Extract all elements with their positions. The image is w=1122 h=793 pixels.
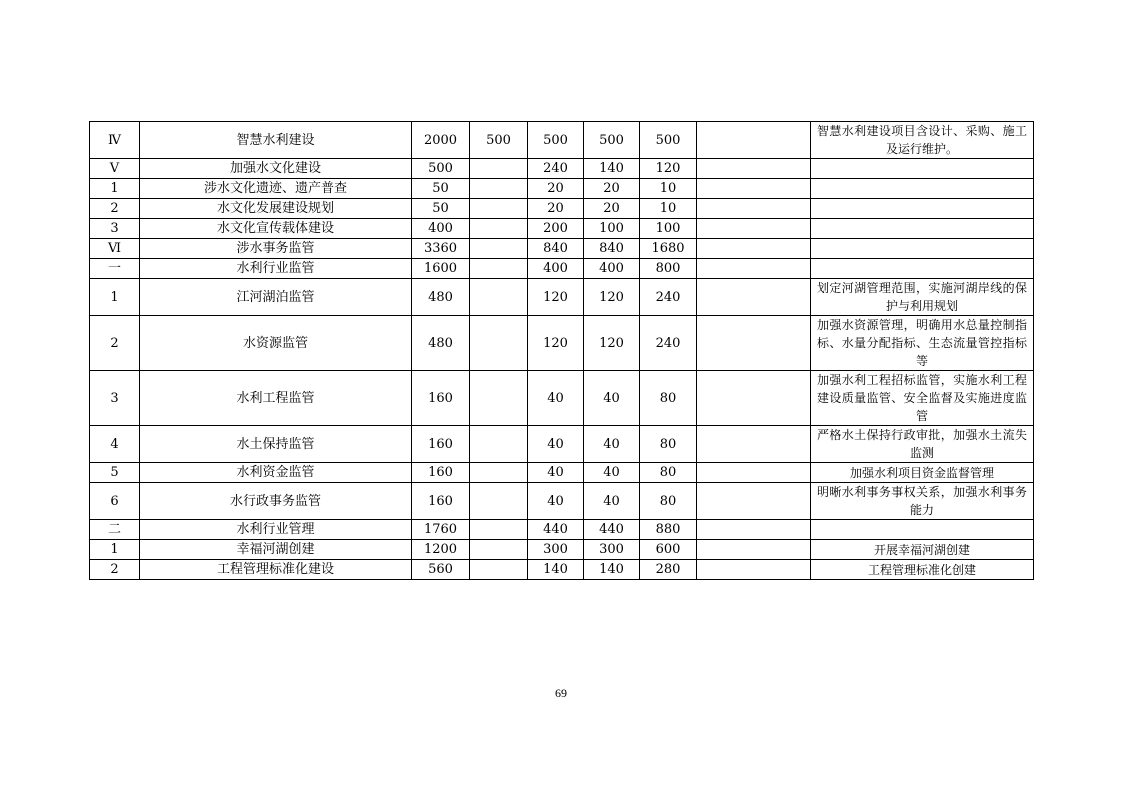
value-cell: 20 xyxy=(528,179,584,199)
row-number: 5 xyxy=(90,463,140,483)
table-row xyxy=(90,463,1034,483)
value-cell: 440 xyxy=(584,520,640,540)
note-cell: 划定河湖管理范围，实施河湖岸线的保护与利用规划 xyxy=(811,279,1034,316)
item-name: 加强水文化建设 xyxy=(140,159,412,179)
value-cell xyxy=(697,371,811,426)
value-cell: 120 xyxy=(584,279,640,316)
table-row xyxy=(90,371,1034,426)
table-row xyxy=(90,560,1034,580)
note-cell: 工程管理标准化创建 xyxy=(811,560,1034,580)
value-cell: 40 xyxy=(584,463,640,483)
note-cell: 明晰水利事务事权关系，加强水利事务能力 xyxy=(811,483,1034,520)
value-cell: 160 xyxy=(412,483,470,520)
value-cell xyxy=(697,159,811,179)
value-cell: 480 xyxy=(412,316,470,371)
table-row xyxy=(90,259,1034,279)
value-cell: 600 xyxy=(640,540,697,560)
value-cell: 840 xyxy=(528,239,584,259)
row-number: 1 xyxy=(90,179,140,199)
row-number: Ⅵ xyxy=(90,239,140,259)
value-cell: 800 xyxy=(640,259,697,279)
value-cell: 3360 xyxy=(412,239,470,259)
value-cell xyxy=(470,520,528,540)
value-cell xyxy=(697,122,811,159)
item-name: 水文化宣传载体建设 xyxy=(140,219,412,239)
value-cell: 500 xyxy=(640,122,697,159)
note-cell xyxy=(811,520,1034,540)
row-number: 2 xyxy=(90,560,140,580)
value-cell: 2000 xyxy=(412,122,470,159)
value-cell xyxy=(697,540,811,560)
value-cell: 50 xyxy=(412,179,470,199)
value-cell: 160 xyxy=(412,426,470,463)
value-cell: 840 xyxy=(584,239,640,259)
value-cell xyxy=(697,219,811,239)
value-cell xyxy=(697,463,811,483)
value-cell xyxy=(470,426,528,463)
table-row xyxy=(90,219,1034,239)
table-row xyxy=(90,520,1034,540)
value-cell: 100 xyxy=(640,219,697,239)
table-row xyxy=(90,159,1034,179)
value-cell: 10 xyxy=(640,179,697,199)
value-cell: 240 xyxy=(640,279,697,316)
value-cell: 1760 xyxy=(412,520,470,540)
note-cell: 开展幸福河湖创建 xyxy=(811,540,1034,560)
note-cell: 加强水利工程招标监管，实施水利工程建设质量监管、安全监督及实施进度监管 xyxy=(811,371,1034,426)
value-cell: 300 xyxy=(528,540,584,560)
value-cell xyxy=(470,279,528,316)
item-name: 水文化发展建设规划 xyxy=(140,199,412,219)
value-cell xyxy=(470,560,528,580)
value-cell: 400 xyxy=(584,259,640,279)
item-name: 水资源监管 xyxy=(140,316,412,371)
value-cell xyxy=(470,179,528,199)
value-cell: 880 xyxy=(640,520,697,540)
value-cell xyxy=(697,179,811,199)
note-cell: 加强水利项目资金监督管理 xyxy=(811,463,1034,483)
item-name: 水利行业监管 xyxy=(140,259,412,279)
value-cell: 440 xyxy=(528,520,584,540)
item-name: 工程管理标准化建设 xyxy=(140,560,412,580)
value-cell: 1200 xyxy=(412,540,470,560)
value-cell xyxy=(470,463,528,483)
value-cell xyxy=(697,259,811,279)
value-cell: 500 xyxy=(412,159,470,179)
value-cell: 50 xyxy=(412,199,470,219)
value-cell: 400 xyxy=(412,219,470,239)
value-cell xyxy=(470,219,528,239)
value-cell: 560 xyxy=(412,560,470,580)
item-name: 水土保持监管 xyxy=(140,426,412,463)
value-cell: 20 xyxy=(528,199,584,219)
value-cell xyxy=(470,540,528,560)
item-name: 水利资金监管 xyxy=(140,463,412,483)
note-cell xyxy=(811,259,1034,279)
table-row xyxy=(90,199,1034,219)
value-cell: 80 xyxy=(640,371,697,426)
value-cell: 40 xyxy=(584,371,640,426)
value-cell: 40 xyxy=(528,371,584,426)
value-cell: 80 xyxy=(640,483,697,520)
value-cell: 10 xyxy=(640,199,697,219)
table-row xyxy=(90,279,1034,316)
investment-table xyxy=(89,121,1034,580)
value-cell xyxy=(470,239,528,259)
value-cell xyxy=(470,483,528,520)
value-cell: 40 xyxy=(584,426,640,463)
value-cell: 120 xyxy=(584,316,640,371)
value-cell: 120 xyxy=(640,159,697,179)
item-name: 水利工程监管 xyxy=(140,371,412,426)
item-name: 水行政事务监管 xyxy=(140,483,412,520)
value-cell: 20 xyxy=(584,199,640,219)
value-cell: 160 xyxy=(412,463,470,483)
note-cell xyxy=(811,159,1034,179)
row-number: 6 xyxy=(90,483,140,520)
value-cell: 1680 xyxy=(640,239,697,259)
value-cell xyxy=(697,520,811,540)
value-cell xyxy=(470,159,528,179)
value-cell: 480 xyxy=(412,279,470,316)
table-row xyxy=(90,483,1034,520)
value-cell xyxy=(697,316,811,371)
table-row xyxy=(90,122,1034,159)
value-cell: 80 xyxy=(640,463,697,483)
value-cell: 40 xyxy=(584,483,640,520)
value-cell xyxy=(470,316,528,371)
row-number: 2 xyxy=(90,316,140,371)
row-number: 一 xyxy=(90,259,140,279)
value-cell: 20 xyxy=(584,179,640,199)
row-number: 3 xyxy=(90,219,140,239)
item-name: 水利行业管理 xyxy=(140,520,412,540)
row-number: 1 xyxy=(90,279,140,316)
value-cell xyxy=(697,279,811,316)
value-cell: 240 xyxy=(640,316,697,371)
value-cell: 280 xyxy=(640,560,697,580)
value-cell: 500 xyxy=(584,122,640,159)
value-cell: 40 xyxy=(528,426,584,463)
value-cell xyxy=(697,239,811,259)
value-cell: 140 xyxy=(584,560,640,580)
value-cell xyxy=(697,483,811,520)
value-cell: 300 xyxy=(584,540,640,560)
row-number: 1 xyxy=(90,540,140,560)
value-cell xyxy=(697,199,811,219)
value-cell: 140 xyxy=(528,560,584,580)
value-cell: 500 xyxy=(470,122,528,159)
item-name: 涉水文化遗迹、遗产普查 xyxy=(140,179,412,199)
value-cell: 80 xyxy=(640,426,697,463)
page-number: 69 xyxy=(555,686,567,700)
table-row xyxy=(90,426,1034,463)
value-cell: 40 xyxy=(528,483,584,520)
item-name: 幸福河湖创建 xyxy=(140,540,412,560)
value-cell: 1600 xyxy=(412,259,470,279)
item-name: 涉水事务监管 xyxy=(140,239,412,259)
row-number: 2 xyxy=(90,199,140,219)
row-number: Ⅴ xyxy=(90,159,140,179)
value-cell: 500 xyxy=(528,122,584,159)
item-name: 江河湖泊监管 xyxy=(140,279,412,316)
row-number: Ⅳ xyxy=(90,122,140,159)
value-cell: 140 xyxy=(584,159,640,179)
row-number: 3 xyxy=(90,371,140,426)
value-cell: 240 xyxy=(528,159,584,179)
value-cell xyxy=(470,199,528,219)
value-cell: 400 xyxy=(528,259,584,279)
note-cell xyxy=(811,219,1034,239)
table-row xyxy=(90,239,1034,259)
note-cell: 加强水资源管理，明确用水总量控制指标、水量分配指标、生态流量管控指标等 xyxy=(811,316,1034,371)
note-cell xyxy=(811,199,1034,219)
row-number: 二 xyxy=(90,520,140,540)
value-cell xyxy=(470,259,528,279)
value-cell: 100 xyxy=(584,219,640,239)
table-row xyxy=(90,179,1034,199)
value-cell xyxy=(697,560,811,580)
value-cell: 40 xyxy=(528,463,584,483)
row-number: 4 xyxy=(90,426,140,463)
note-cell: 智慧水利建设项目含设计、采购、施工及运行维护。 xyxy=(811,122,1034,159)
item-name: 智慧水利建设 xyxy=(140,122,412,159)
value-cell xyxy=(470,371,528,426)
note-cell: 严格水土保持行政审批，加强水土流失监测 xyxy=(811,426,1034,463)
value-cell xyxy=(697,426,811,463)
note-cell xyxy=(811,179,1034,199)
table-row xyxy=(90,316,1034,371)
note-cell xyxy=(811,239,1034,259)
value-cell: 200 xyxy=(528,219,584,239)
value-cell: 160 xyxy=(412,371,470,426)
value-cell: 120 xyxy=(528,279,584,316)
table-row xyxy=(90,540,1034,560)
value-cell: 120 xyxy=(528,316,584,371)
